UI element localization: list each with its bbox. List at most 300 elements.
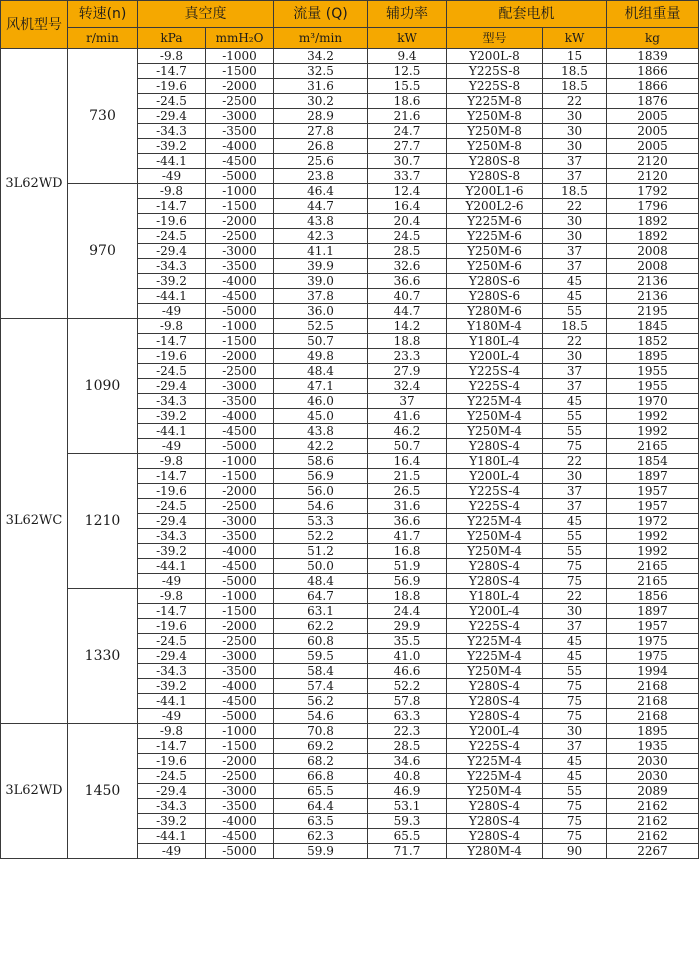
kpa-cell: -39.2 xyxy=(138,274,206,289)
flow-cell: 31.6 xyxy=(274,79,368,94)
flow-cell: 43.8 xyxy=(274,214,368,229)
kpa-cell: -34.3 xyxy=(138,664,206,679)
weight-cell: 1972 xyxy=(607,514,699,529)
mmh2o-cell: -3500 xyxy=(206,259,274,274)
weight-cell: 2165 xyxy=(607,439,699,454)
flow-cell: 50.7 xyxy=(274,334,368,349)
weight-cell: 2030 xyxy=(607,769,699,784)
kpa-cell: -29.4 xyxy=(138,514,206,529)
motor-kw-cell: 37 xyxy=(543,619,607,634)
weight-cell: 2162 xyxy=(607,814,699,829)
weight-cell: 1992 xyxy=(607,409,699,424)
speed-cell: 970 xyxy=(68,184,138,319)
motor-model-cell: Y250M-4 xyxy=(447,664,543,679)
motor-kw-cell: 30 xyxy=(543,604,607,619)
model-cell: 3L62WD xyxy=(1,724,68,859)
aux-power-cell: 40.8 xyxy=(368,769,447,784)
aux-power-cell: 34.6 xyxy=(368,754,447,769)
aux-power-cell: 40.7 xyxy=(368,289,447,304)
aux-power-cell: 14.2 xyxy=(368,319,447,334)
header-row-2 xyxy=(1,28,699,49)
kpa-cell: -29.4 xyxy=(138,649,206,664)
flow-cell: 46.4 xyxy=(274,184,368,199)
motor-kw-cell: 37 xyxy=(543,154,607,169)
motor-kw-cell: 45 xyxy=(543,769,607,784)
motor-kw-cell: 37 xyxy=(543,244,607,259)
motor-model-cell: Y225S-8 xyxy=(447,64,543,79)
flow-cell: 52.5 xyxy=(274,319,368,334)
aux-power-cell: 46.6 xyxy=(368,664,447,679)
weight-cell: 1854 xyxy=(607,454,699,469)
motor-model-cell: Y225M-4 xyxy=(447,769,543,784)
motor-kw-cell: 37 xyxy=(543,259,607,274)
kpa-cell: -19.6 xyxy=(138,214,206,229)
kpa-cell: -14.7 xyxy=(138,334,206,349)
weight-cell: 1852 xyxy=(607,334,699,349)
kpa-cell: -39.2 xyxy=(138,814,206,829)
aux-power-cell: 41.7 xyxy=(368,529,447,544)
motor-model-cell: Y250M-4 xyxy=(447,529,543,544)
motor-model-cell: Y250M-6 xyxy=(447,259,543,274)
weight-cell: 2165 xyxy=(607,559,699,574)
motor-model-cell: Y225M-6 xyxy=(447,214,543,229)
flow-cell: 54.6 xyxy=(274,499,368,514)
mmh2o-cell: -2500 xyxy=(206,634,274,649)
unit-motor-model: 型号 xyxy=(447,28,543,49)
aux-power-cell: 31.6 xyxy=(368,499,447,514)
mmh2o-cell: -3000 xyxy=(206,514,274,529)
flow-cell: 64.7 xyxy=(274,589,368,604)
header-aux-power: 辅功率 xyxy=(368,1,447,28)
motor-kw-cell: 75 xyxy=(543,574,607,589)
motor-model-cell: Y280S-8 xyxy=(447,154,543,169)
aux-power-cell: 32.6 xyxy=(368,259,447,274)
mmh2o-cell: -3500 xyxy=(206,664,274,679)
kpa-cell: -9.8 xyxy=(138,454,206,469)
motor-kw-cell: 30 xyxy=(543,109,607,124)
flow-cell: 25.6 xyxy=(274,154,368,169)
header-flow: 流量 (Q) xyxy=(274,1,368,28)
model-cell: 3L62WC xyxy=(1,319,68,724)
flow-cell: 59.9 xyxy=(274,844,368,859)
header-motor: 配套电机 xyxy=(447,1,607,28)
header-weight: 机组重量 xyxy=(607,1,699,28)
aux-power-cell: 24.5 xyxy=(368,229,447,244)
motor-kw-cell: 37 xyxy=(543,169,607,184)
motor-kw-cell: 55 xyxy=(543,784,607,799)
weight-cell: 1992 xyxy=(607,424,699,439)
mmh2o-cell: -3000 xyxy=(206,649,274,664)
motor-model-cell: Y180L-4 xyxy=(447,334,543,349)
weight-cell: 1839 xyxy=(607,49,699,64)
motor-model-cell: Y250M-8 xyxy=(447,109,543,124)
header-row-1 xyxy=(1,1,699,28)
flow-cell: 63.5 xyxy=(274,814,368,829)
weight-cell: 2120 xyxy=(607,154,699,169)
motor-kw-cell: 45 xyxy=(543,514,607,529)
aux-power-cell: 28.5 xyxy=(368,739,447,754)
aux-power-cell: 37 xyxy=(368,394,447,409)
mmh2o-cell: -1000 xyxy=(206,724,274,739)
mmh2o-cell: -4000 xyxy=(206,544,274,559)
kpa-cell: -34.3 xyxy=(138,259,206,274)
model-cell: 3L62WD xyxy=(1,49,68,319)
aux-power-cell: 63.3 xyxy=(368,709,447,724)
table-row xyxy=(1,184,699,199)
weight-cell: 2168 xyxy=(607,679,699,694)
aux-power-cell: 12.4 xyxy=(368,184,447,199)
motor-kw-cell: 45 xyxy=(543,634,607,649)
motor-model-cell: Y200L-4 xyxy=(447,604,543,619)
motor-model-cell: Y280S-4 xyxy=(447,814,543,829)
motor-model-cell: Y200L-4 xyxy=(447,724,543,739)
motor-model-cell: Y250M-4 xyxy=(447,544,543,559)
mmh2o-cell: -2000 xyxy=(206,619,274,634)
header-speed: 转速(n) xyxy=(68,1,138,28)
motor-kw-cell: 22 xyxy=(543,334,607,349)
motor-kw-cell: 55 xyxy=(543,304,607,319)
flow-cell: 64.4 xyxy=(274,799,368,814)
mmh2o-cell: -2000 xyxy=(206,484,274,499)
aux-power-cell: 28.5 xyxy=(368,244,447,259)
motor-kw-cell: 30 xyxy=(543,214,607,229)
weight-cell: 2162 xyxy=(607,829,699,844)
motor-model-cell: Y225M-6 xyxy=(447,229,543,244)
motor-model-cell: Y280S-4 xyxy=(447,574,543,589)
flow-cell: 56.9 xyxy=(274,469,368,484)
motor-model-cell: Y225M-4 xyxy=(447,649,543,664)
motor-model-cell: Y280S-4 xyxy=(447,709,543,724)
weight-cell: 1957 xyxy=(607,499,699,514)
weight-cell: 2089 xyxy=(607,784,699,799)
motor-kw-cell: 55 xyxy=(543,664,607,679)
kpa-cell: -39.2 xyxy=(138,409,206,424)
kpa-cell: -19.6 xyxy=(138,79,206,94)
motor-kw-cell: 22 xyxy=(543,454,607,469)
motor-model-cell: Y250M-4 xyxy=(447,784,543,799)
weight-cell: 1955 xyxy=(607,364,699,379)
weight-cell: 1866 xyxy=(607,64,699,79)
flow-cell: 62.3 xyxy=(274,829,368,844)
flow-cell: 54.6 xyxy=(274,709,368,724)
kpa-cell: -34.3 xyxy=(138,124,206,139)
motor-model-cell: Y200L-8 xyxy=(447,49,543,64)
mmh2o-cell: -2000 xyxy=(206,79,274,94)
motor-model-cell: Y180L-4 xyxy=(447,589,543,604)
weight-cell: 2005 xyxy=(607,139,699,154)
aux-power-cell: 23.3 xyxy=(368,349,447,364)
aux-power-cell: 44.7 xyxy=(368,304,447,319)
aux-power-cell: 59.3 xyxy=(368,814,447,829)
kpa-cell: -49 xyxy=(138,709,206,724)
motor-model-cell: Y280M-4 xyxy=(447,844,543,859)
flow-cell: 57.4 xyxy=(274,679,368,694)
aux-power-cell: 18.6 xyxy=(368,94,447,109)
motor-kw-cell: 45 xyxy=(543,289,607,304)
motor-model-cell: Y200L-4 xyxy=(447,469,543,484)
mmh2o-cell: -5000 xyxy=(206,709,274,724)
mmh2o-cell: -3000 xyxy=(206,244,274,259)
flow-cell: 70.8 xyxy=(274,724,368,739)
unit-aux-kw: kW xyxy=(368,28,447,49)
motor-kw-cell: 75 xyxy=(543,709,607,724)
kpa-cell: -39.2 xyxy=(138,139,206,154)
mmh2o-cell: -1500 xyxy=(206,604,274,619)
weight-cell: 1992 xyxy=(607,529,699,544)
motor-model-cell: Y225S-8 xyxy=(447,79,543,94)
weight-cell: 2136 xyxy=(607,289,699,304)
motor-model-cell: Y225S-4 xyxy=(447,364,543,379)
motor-model-cell: Y225S-4 xyxy=(447,484,543,499)
flow-cell: 60.8 xyxy=(274,634,368,649)
kpa-cell: -49 xyxy=(138,169,206,184)
weight-cell: 1792 xyxy=(607,184,699,199)
flow-cell: 47.1 xyxy=(274,379,368,394)
speed-cell: 1210 xyxy=(68,454,138,589)
motor-kw-cell: 45 xyxy=(543,394,607,409)
kpa-cell: -24.5 xyxy=(138,94,206,109)
motor-model-cell: Y250M-8 xyxy=(447,139,543,154)
kpa-cell: -19.6 xyxy=(138,349,206,364)
aux-power-cell: 16.4 xyxy=(368,199,447,214)
aux-power-cell: 36.6 xyxy=(368,514,447,529)
motor-kw-cell: 22 xyxy=(543,199,607,214)
unit-mmh2o: mmH₂O xyxy=(206,28,274,49)
mmh2o-cell: -2500 xyxy=(206,769,274,784)
motor-model-cell: Y200L-4 xyxy=(447,349,543,364)
motor-kw-cell: 30 xyxy=(543,469,607,484)
kpa-cell: -14.7 xyxy=(138,64,206,79)
motor-model-cell: Y250M-8 xyxy=(447,124,543,139)
motor-model-cell: Y280S-4 xyxy=(447,439,543,454)
motor-model-cell: Y280S-6 xyxy=(447,289,543,304)
mmh2o-cell: -1500 xyxy=(206,334,274,349)
kpa-cell: -24.5 xyxy=(138,499,206,514)
kpa-cell: -29.4 xyxy=(138,109,206,124)
weight-cell: 1975 xyxy=(607,649,699,664)
aux-power-cell: 16.8 xyxy=(368,544,447,559)
motor-model-cell: Y280S-4 xyxy=(447,829,543,844)
flow-cell: 62.2 xyxy=(274,619,368,634)
weight-cell: 2120 xyxy=(607,169,699,184)
flow-cell: 30.2 xyxy=(274,94,368,109)
mmh2o-cell: -4000 xyxy=(206,274,274,289)
flow-cell: 27.8 xyxy=(274,124,368,139)
aux-power-cell: 71.7 xyxy=(368,844,447,859)
motor-kw-cell: 75 xyxy=(543,814,607,829)
flow-cell: 39.9 xyxy=(274,259,368,274)
motor-model-cell: Y225M-8 xyxy=(447,94,543,109)
mmh2o-cell: -1000 xyxy=(206,184,274,199)
motor-model-cell: Y225S-4 xyxy=(447,619,543,634)
aux-power-cell: 52.2 xyxy=(368,679,447,694)
flow-cell: 53.3 xyxy=(274,514,368,529)
motor-kw-cell: 45 xyxy=(543,274,607,289)
weight-cell: 2005 xyxy=(607,124,699,139)
kpa-cell: -34.3 xyxy=(138,394,206,409)
table-body xyxy=(1,49,699,859)
flow-cell: 43.8 xyxy=(274,424,368,439)
header-model: 风机型号 xyxy=(1,1,68,49)
weight-cell: 2162 xyxy=(607,799,699,814)
aux-power-cell: 27.7 xyxy=(368,139,447,154)
weight-cell: 1935 xyxy=(607,739,699,754)
mmh2o-cell: -3500 xyxy=(206,529,274,544)
table-header xyxy=(1,1,699,49)
table-row xyxy=(1,454,699,469)
flow-cell: 36.0 xyxy=(274,304,368,319)
motor-kw-cell: 18.5 xyxy=(543,64,607,79)
flow-cell: 39.0 xyxy=(274,274,368,289)
speed-cell: 730 xyxy=(68,49,138,184)
weight-cell: 1895 xyxy=(607,724,699,739)
unit-speed: r/min xyxy=(68,28,138,49)
motor-kw-cell: 75 xyxy=(543,679,607,694)
kpa-cell: -29.4 xyxy=(138,784,206,799)
flow-cell: 48.4 xyxy=(274,364,368,379)
mmh2o-cell: -1500 xyxy=(206,199,274,214)
kpa-cell: -19.6 xyxy=(138,484,206,499)
mmh2o-cell: -5000 xyxy=(206,844,274,859)
weight-cell: 1957 xyxy=(607,484,699,499)
flow-cell: 56.2 xyxy=(274,694,368,709)
motor-model-cell: Y225M-4 xyxy=(447,754,543,769)
mmh2o-cell: -4000 xyxy=(206,139,274,154)
table-row xyxy=(1,49,699,64)
aux-power-cell: 15.5 xyxy=(368,79,447,94)
aux-power-cell: 50.7 xyxy=(368,439,447,454)
aux-power-cell: 24.4 xyxy=(368,604,447,619)
header-vacuum: 真空度 xyxy=(138,1,274,28)
aux-power-cell: 46.9 xyxy=(368,784,447,799)
weight-cell: 1876 xyxy=(607,94,699,109)
kpa-cell: -19.6 xyxy=(138,754,206,769)
motor-kw-cell: 30 xyxy=(543,349,607,364)
flow-cell: 28.9 xyxy=(274,109,368,124)
kpa-cell: -14.7 xyxy=(138,739,206,754)
mmh2o-cell: -2000 xyxy=(206,754,274,769)
kpa-cell: -24.5 xyxy=(138,229,206,244)
motor-model-cell: Y225S-4 xyxy=(447,499,543,514)
kpa-cell: -34.3 xyxy=(138,799,206,814)
aux-power-cell: 57.8 xyxy=(368,694,447,709)
motor-kw-cell: 55 xyxy=(543,529,607,544)
motor-kw-cell: 22 xyxy=(543,94,607,109)
kpa-cell: -44.1 xyxy=(138,289,206,304)
mmh2o-cell: -1500 xyxy=(206,469,274,484)
kpa-cell: -9.8 xyxy=(138,724,206,739)
kpa-cell: -44.1 xyxy=(138,559,206,574)
flow-cell: 26.8 xyxy=(274,139,368,154)
motor-kw-cell: 30 xyxy=(543,139,607,154)
motor-kw-cell: 75 xyxy=(543,799,607,814)
weight-cell: 2195 xyxy=(607,304,699,319)
table-row xyxy=(1,724,699,739)
kpa-cell: -49 xyxy=(138,439,206,454)
kpa-cell: -24.5 xyxy=(138,769,206,784)
weight-cell: 1957 xyxy=(607,619,699,634)
flow-cell: 63.1 xyxy=(274,604,368,619)
motor-kw-cell: 15 xyxy=(543,49,607,64)
motor-kw-cell: 30 xyxy=(543,229,607,244)
mmh2o-cell: -3000 xyxy=(206,109,274,124)
table-row xyxy=(1,319,699,334)
aux-power-cell: 36.6 xyxy=(368,274,447,289)
mmh2o-cell: -4500 xyxy=(206,694,274,709)
motor-kw-cell: 22 xyxy=(543,589,607,604)
aux-power-cell: 22.3 xyxy=(368,724,447,739)
aux-power-cell: 18.8 xyxy=(368,334,447,349)
unit-motor-kw: kW xyxy=(543,28,607,49)
mmh2o-cell: -2500 xyxy=(206,499,274,514)
kpa-cell: -34.3 xyxy=(138,529,206,544)
mmh2o-cell: -4500 xyxy=(206,289,274,304)
kpa-cell: -9.8 xyxy=(138,589,206,604)
flow-cell: 65.5 xyxy=(274,784,368,799)
flow-cell: 51.2 xyxy=(274,544,368,559)
kpa-cell: -9.8 xyxy=(138,319,206,334)
mmh2o-cell: -5000 xyxy=(206,439,274,454)
flow-cell: 66.8 xyxy=(274,769,368,784)
aux-power-cell: 35.5 xyxy=(368,634,447,649)
aux-power-cell: 46.2 xyxy=(368,424,447,439)
weight-cell: 1845 xyxy=(607,319,699,334)
kpa-cell: -49 xyxy=(138,844,206,859)
weight-cell: 2030 xyxy=(607,754,699,769)
motor-kw-cell: 37 xyxy=(543,499,607,514)
motor-kw-cell: 55 xyxy=(543,544,607,559)
motor-kw-cell: 30 xyxy=(543,124,607,139)
motor-kw-cell: 37 xyxy=(543,379,607,394)
weight-cell: 2136 xyxy=(607,274,699,289)
motor-kw-cell: 18.5 xyxy=(543,79,607,94)
flow-cell: 45.0 xyxy=(274,409,368,424)
aux-power-cell: 65.5 xyxy=(368,829,447,844)
kpa-cell: -49 xyxy=(138,304,206,319)
mmh2o-cell: -2500 xyxy=(206,229,274,244)
aux-power-cell: 26.5 xyxy=(368,484,447,499)
motor-model-cell: Y200L2-6 xyxy=(447,199,543,214)
aux-power-cell: 9.4 xyxy=(368,49,447,64)
motor-kw-cell: 75 xyxy=(543,829,607,844)
aux-power-cell: 29.9 xyxy=(368,619,447,634)
speed-cell: 1090 xyxy=(68,319,138,454)
aux-power-cell: 41.0 xyxy=(368,649,447,664)
weight-cell: 1994 xyxy=(607,664,699,679)
aux-power-cell: 53.1 xyxy=(368,799,447,814)
mmh2o-cell: -4000 xyxy=(206,814,274,829)
motor-model-cell: Y250M-6 xyxy=(447,244,543,259)
flow-cell: 56.0 xyxy=(274,484,368,499)
flow-cell: 48.4 xyxy=(274,574,368,589)
mmh2o-cell: -5000 xyxy=(206,169,274,184)
aux-power-cell: 21.6 xyxy=(368,109,447,124)
weight-cell: 1895 xyxy=(607,349,699,364)
motor-model-cell: Y280S-6 xyxy=(447,274,543,289)
kpa-cell: -24.5 xyxy=(138,634,206,649)
motor-kw-cell: 18.5 xyxy=(543,184,607,199)
mmh2o-cell: -1000 xyxy=(206,454,274,469)
flow-cell: 37.8 xyxy=(274,289,368,304)
weight-cell: 1975 xyxy=(607,634,699,649)
weight-cell: 1970 xyxy=(607,394,699,409)
motor-model-cell: Y280S-4 xyxy=(447,559,543,574)
weight-cell: 2168 xyxy=(607,694,699,709)
weight-cell: 2165 xyxy=(607,574,699,589)
mmh2o-cell: -5000 xyxy=(206,304,274,319)
aux-power-cell: 16.4 xyxy=(368,454,447,469)
flow-cell: 42.3 xyxy=(274,229,368,244)
